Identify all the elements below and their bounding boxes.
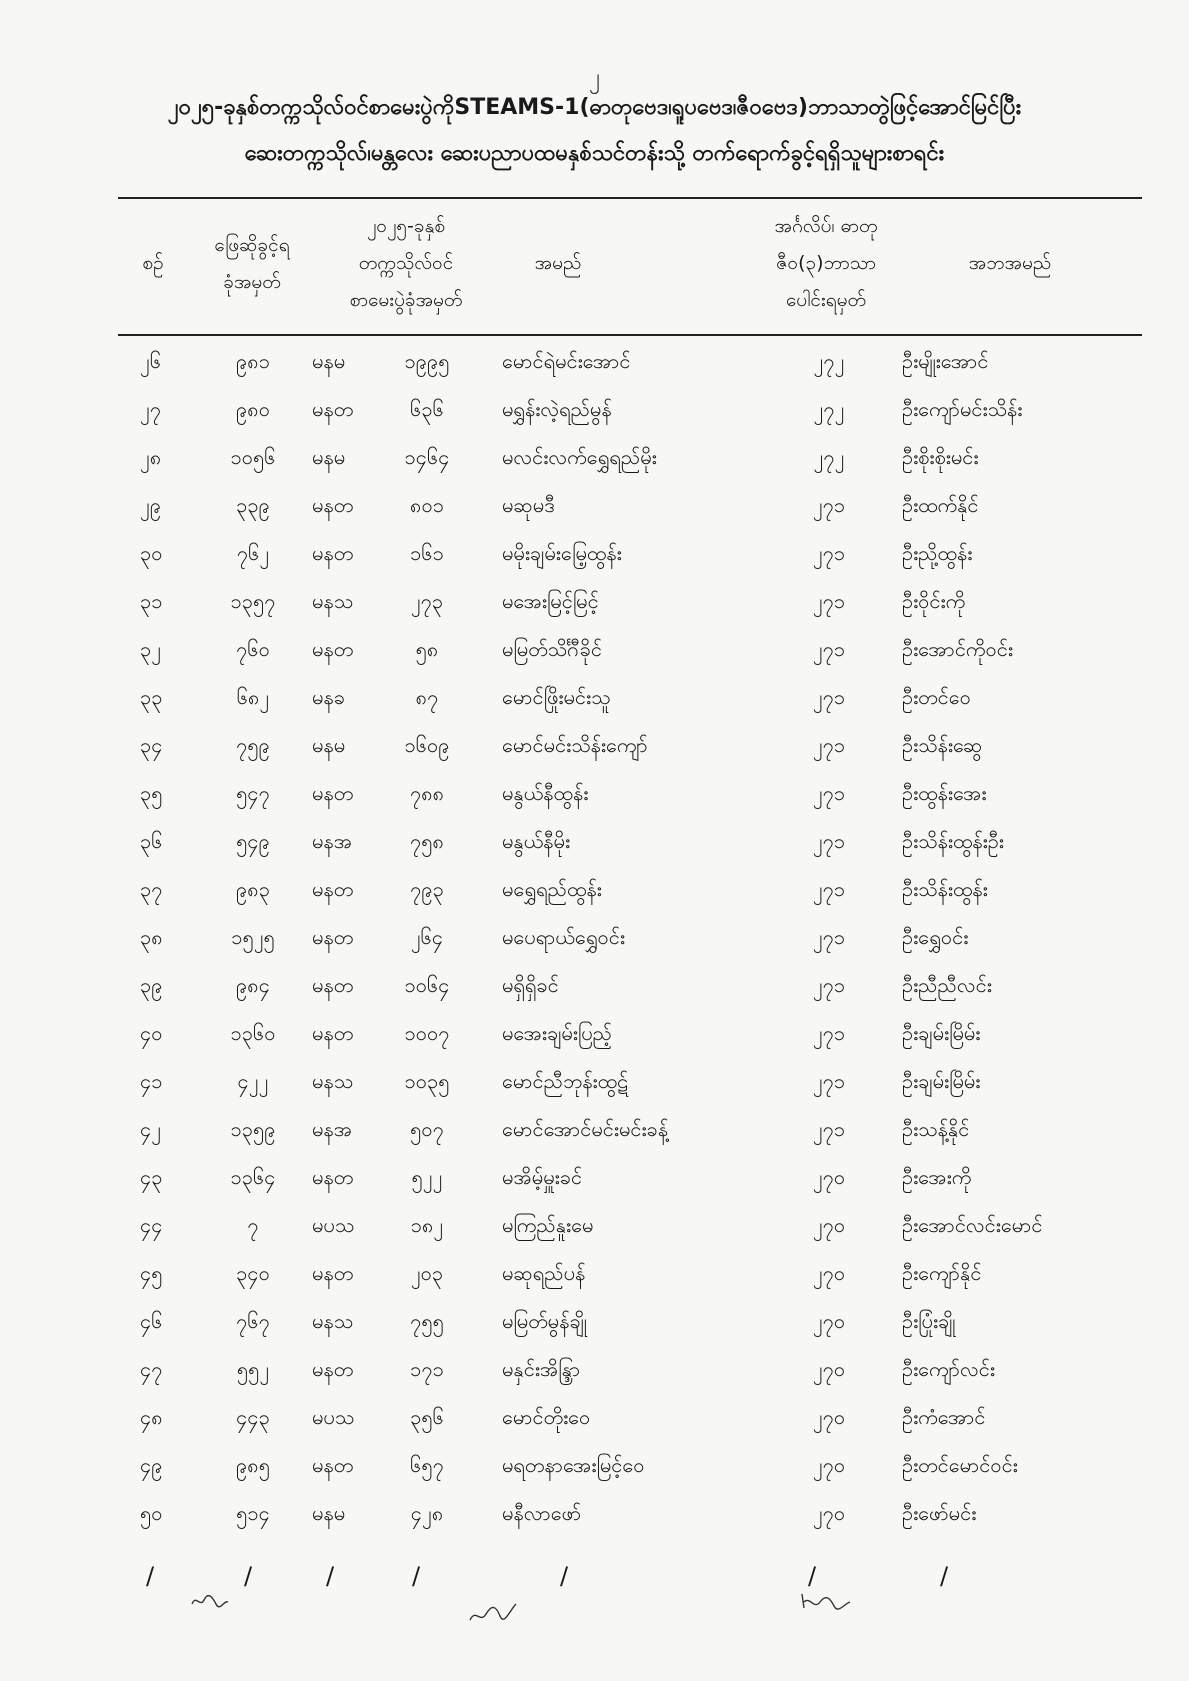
- father-name: ဦးအောင်ကိုဝင်း: [902, 637, 1013, 661]
- table-row: [0, 964, 1189, 1012]
- student-name: မအိမ့်မှူးခင်: [502, 1165, 583, 1189]
- exam-center-code: မနမ: [312, 1501, 346, 1525]
- exam-center-code: မနအ: [312, 1117, 353, 1141]
- exam-seat-number: ၁၄၆၄: [404, 445, 450, 469]
- father-name: ဦးတင်မောင်ဝင်း: [902, 1453, 1018, 1477]
- student-name: မနွယ်နီထွန်း: [502, 781, 589, 805]
- row-number: ၂၉: [140, 493, 162, 517]
- roll-number: ၁၀၅၆: [230, 445, 276, 469]
- footer-slash-marks: [0, 1562, 1189, 1602]
- row-number: ၃၆: [140, 829, 163, 853]
- exam-seat-number: ၇၉၃: [410, 877, 444, 901]
- exam-seat-number: ၇၅၅: [410, 1309, 444, 1333]
- roll-number: ၁၅၂၅: [231, 925, 275, 949]
- header-marks-line-2: ဇီဝ(၃)ဘာသာ: [776, 252, 876, 274]
- table-row: [0, 1252, 1189, 1300]
- student-name: မဆုရည်ပန်: [502, 1261, 586, 1285]
- row-number: ၄၄: [140, 1213, 163, 1237]
- table-row: [0, 1492, 1189, 1540]
- father-name: ဦးချမ်းမြိမ်း: [902, 1069, 981, 1093]
- footer-slash: /: [412, 1562, 421, 1590]
- exam-center-code: မနအ: [312, 829, 353, 853]
- row-number: ၅၀: [140, 1501, 163, 1525]
- table-row: [0, 1348, 1189, 1396]
- total-marks: ၂၇၁: [812, 1021, 846, 1045]
- table-row: [0, 868, 1189, 916]
- exam-center-code: မနမ: [312, 733, 346, 757]
- student-name: မလင်းလက်ရွှေရည်မိုး: [502, 445, 657, 469]
- student-name: မရှိရှိခင်: [502, 973, 559, 997]
- total-marks: ၂၇၀: [812, 1309, 846, 1333]
- row-number: ၃၅: [140, 781, 163, 805]
- row-number: ၄၉: [140, 1453, 163, 1477]
- father-name: ဦးအောင်လင်းမောင်: [902, 1213, 1043, 1237]
- row-number: ၃၉: [140, 973, 163, 997]
- student-name: မောင်ဖြိုးမင်းသူ: [502, 685, 611, 709]
- total-marks: ၂၇၁: [812, 541, 846, 565]
- exam-center-code: မနတ: [312, 637, 354, 661]
- header-name: အမည်: [534, 252, 582, 274]
- exam-seat-number: ၇၅၈: [410, 829, 444, 853]
- exam-center-code: မနတ: [312, 973, 354, 997]
- table-row: [0, 916, 1189, 964]
- total-marks: ၂၇၀: [812, 1501, 846, 1525]
- row-number: ၂၆: [140, 349, 162, 373]
- student-name: မောင်ညီဘုန်းထွဋ်: [502, 1069, 629, 1093]
- row-number: ၃၈: [140, 925, 163, 949]
- row-number: ၂၇: [140, 397, 162, 421]
- header-marks-line-3: ပေါင်းရမှတ်: [785, 289, 867, 311]
- exam-seat-number: ၁၀၀၇: [404, 1021, 450, 1045]
- document-title-line-2: ဆေးတက္ကသိုလ်၊မန္တလေး ဆေးပညာပထမနှစ်သင်တန်းသို့ တက်ရောက်ခွင့်ရရှိသူများစာရင်း: [244, 141, 945, 166]
- footer-slash: /: [146, 1562, 155, 1590]
- footer-slash: /: [244, 1562, 253, 1590]
- roll-number: ၆၈၂: [236, 685, 270, 709]
- header-exam-line-3: စာမေးပွဲခုံအမှတ်: [349, 289, 463, 311]
- exam-seat-number: ၂၆၄: [410, 925, 444, 949]
- exam-seat-number: ၈၇: [415, 685, 439, 709]
- row-number: ၄၀: [140, 1021, 163, 1045]
- father-name: ဦးကံအောင်: [902, 1405, 986, 1429]
- student-name: မမိုးချမ်းမြေ့ထွန်း: [502, 541, 622, 565]
- exam-seat-number: ၁၉၉၅: [404, 349, 450, 373]
- student-name: မဆုမဒီ: [502, 493, 555, 517]
- father-name: ဦးမျိုးအောင်: [902, 349, 989, 373]
- father-name: ဦးညီညီလင်း: [902, 973, 992, 997]
- student-name: မောင်အောင်မင်းမင်းခန့်: [502, 1117, 669, 1141]
- father-name: ဦးကျော်မင်းသိန်း: [902, 397, 1023, 421]
- table-row: [0, 772, 1189, 820]
- table-row: [0, 1012, 1189, 1060]
- total-marks: ၂၇၁: [812, 589, 846, 613]
- exam-center-code: မနသ: [312, 1309, 354, 1333]
- exam-seat-number: ၅၂၂: [411, 1165, 443, 1189]
- exam-center-code: မပသ: [312, 1405, 355, 1429]
- student-name: မောင်မင်းသိန်းကျော်: [502, 733, 648, 757]
- roll-number: ၇: [247, 1213, 259, 1237]
- row-number: ၄၁: [140, 1069, 163, 1093]
- total-marks: ၂၇၁: [812, 781, 846, 805]
- student-name: မအေးမြင့်မြင့်: [502, 589, 599, 613]
- exam-center-code: မနမ: [312, 445, 346, 469]
- total-marks: ၂၇၁: [812, 685, 846, 709]
- total-marks: ၂၇၀: [812, 1261, 846, 1285]
- exam-center-code: မနတ: [312, 1357, 354, 1381]
- table-row: [0, 484, 1189, 532]
- total-marks: ၂၇၁: [812, 877, 846, 901]
- father-name: ဦးသန့်နိုင်: [902, 1117, 970, 1141]
- father-name: ဦးသိန်းထွန်းဦး: [902, 829, 1004, 853]
- exam-seat-number: ၈၀၁: [410, 493, 444, 517]
- total-marks: ၂၇၁: [812, 829, 846, 853]
- student-name: မောင်တိုးဝေ: [502, 1405, 591, 1429]
- exam-seat-number: ၁၀၆၄: [404, 973, 450, 997]
- header-roll-line-2: ခုံအမှတ်: [223, 271, 281, 293]
- exam-center-code: မနခ: [312, 685, 346, 709]
- exam-center-code: မနသ: [312, 589, 354, 613]
- total-marks: ၂၇၁: [812, 1117, 846, 1141]
- total-marks: ၂၇၀: [812, 1357, 846, 1381]
- exam-center-code: မနတ: [312, 1165, 354, 1189]
- table-row: [0, 820, 1189, 868]
- row-number: ၃၄: [140, 733, 163, 757]
- table-row: [0, 580, 1189, 628]
- exam-seat-number: ၂၇၃: [410, 589, 444, 613]
- table-row: [0, 1396, 1189, 1444]
- exam-seat-number: ၃၅၆: [410, 1405, 444, 1429]
- table-top-rule: [118, 197, 1142, 199]
- row-number: ၄၇: [140, 1357, 163, 1381]
- exam-seat-number: ၂၀၃: [410, 1261, 444, 1285]
- student-name: မမြတ်မွန်ချို: [502, 1309, 587, 1333]
- exam-seat-number: ၅၈: [415, 637, 439, 661]
- father-name: ဦးထွန်းအေး: [902, 781, 987, 805]
- table-row: [0, 1060, 1189, 1108]
- page-number: ၂: [589, 65, 600, 90]
- student-name: မအေးချမ်းပြည့်: [502, 1021, 612, 1045]
- row-number: ၃၇: [140, 877, 163, 901]
- footer-slash: /: [560, 1562, 569, 1590]
- row-number: ၄၃: [140, 1165, 163, 1189]
- table-row: [0, 436, 1189, 484]
- exam-seat-number: ၅၀၇: [410, 1117, 444, 1141]
- exam-seat-number: ၆၃၆: [410, 397, 444, 421]
- total-marks: ၂၇၂: [813, 397, 845, 421]
- total-marks: ၂၇၁: [812, 637, 846, 661]
- footer-slash: /: [326, 1562, 335, 1590]
- table-row: [0, 628, 1189, 676]
- exam-center-code: မနတ: [312, 493, 354, 517]
- roll-number: ၅၄၇: [236, 781, 270, 805]
- exam-center-code: မနသ: [312, 1069, 354, 1093]
- roll-number: ၉၈၁: [236, 349, 270, 373]
- student-name: မရွှန်းလဲ့ရည်မွန်: [502, 397, 612, 421]
- total-marks: ၂၇၁: [812, 733, 846, 757]
- table-row: [0, 1300, 1189, 1348]
- roll-number: ၁၃၆၀: [230, 1021, 276, 1045]
- header-marks-line-1: အင်္ဂလိပ်၊ ဓာတု: [774, 215, 878, 237]
- table-row: [0, 1108, 1189, 1156]
- row-number: ၃၂: [140, 637, 162, 661]
- father-name: ဦးချမ်းမြိမ်း: [902, 1021, 981, 1045]
- roll-number: ၇၆၀: [236, 637, 270, 661]
- exam-center-code: မနတ: [312, 877, 354, 901]
- total-marks: ၂၇၁: [812, 973, 846, 997]
- total-marks: ၂၇၂: [813, 349, 845, 373]
- father-name: ဦးသိန်းဆွေ: [902, 733, 983, 757]
- total-marks: ၂၇၀: [812, 1453, 846, 1477]
- roll-number: ၅၄၉: [236, 829, 270, 853]
- header-exam-line-1: ၂၀၂၅-ခုနှစ်: [366, 215, 446, 237]
- exam-seat-number: ၄၂၈: [410, 1501, 444, 1525]
- exam-seat-number: ၁၆၀၉: [404, 733, 450, 757]
- table-row: [0, 340, 1189, 388]
- roll-number: ၉၈၄: [236, 973, 270, 997]
- roll-number: ၁၃၅၉: [230, 1117, 276, 1141]
- table-row: [0, 388, 1189, 436]
- signature-scribble-icon: [468, 1600, 518, 1626]
- roll-number: ၇၅၉: [236, 733, 270, 757]
- roll-number: ၇၆၇: [236, 1309, 270, 1333]
- row-number: ၄၂: [140, 1117, 162, 1141]
- exam-seat-number: ၁၆၁: [410, 541, 444, 565]
- roll-number: ၇၆၂: [236, 541, 270, 565]
- exam-seat-number: ၁၀၃၅: [404, 1069, 450, 1093]
- roll-number: ၄၂၂: [237, 1069, 269, 1093]
- student-name: မမြတ်သိင်္ဂီခိုင်: [502, 637, 602, 661]
- father-name: ဦးအေးကို: [902, 1165, 972, 1189]
- exam-seat-number: ၁၇၁: [410, 1357, 444, 1381]
- total-marks: ၂၇၀: [812, 1165, 846, 1189]
- student-name: မနွယ်နီမိုး: [502, 829, 571, 853]
- header-no: စဉ်: [142, 252, 164, 274]
- student-name: မရတနာအေးမြင့်ဝေ: [502, 1453, 645, 1477]
- table-row: [0, 1204, 1189, 1252]
- total-marks: ၂၇၁: [812, 925, 846, 949]
- father-name: ဦးစိုးစိုးမင်း: [902, 445, 979, 469]
- header-exam-line-2: တက္ကသိုလ်ဝင်: [358, 252, 454, 274]
- table-row: [0, 724, 1189, 772]
- father-name: ဦးဖော်မင်း: [902, 1501, 977, 1525]
- total-marks: ၂၇၁: [812, 1069, 846, 1093]
- roll-number: ၅၅၂: [236, 1357, 270, 1381]
- student-name: မနီလာဖော်: [502, 1501, 582, 1525]
- total-marks: ၂၇၁: [812, 493, 846, 517]
- exam-seat-number: ၆၅၇: [410, 1453, 444, 1477]
- roll-number: ၁၃၅၇: [230, 589, 276, 613]
- father-name: ဦးရွှေဝင်း: [902, 925, 969, 949]
- footer-slash: /: [808, 1562, 817, 1590]
- table-row: [0, 676, 1189, 724]
- total-marks: ၂၇၂: [813, 445, 845, 469]
- exam-center-code: မနတ: [312, 1021, 354, 1045]
- exam-seat-number: ၇၈၈: [409, 781, 445, 805]
- roll-number: ၉၈၃: [236, 877, 270, 901]
- student-name: မောင်ရဲမင်းအောင်: [502, 349, 631, 373]
- table-row: [0, 532, 1189, 580]
- row-number: ၄၅: [140, 1261, 163, 1285]
- total-marks: ၂၇၀: [812, 1213, 846, 1237]
- row-number: ၃၁: [140, 589, 163, 613]
- table-row: [0, 1444, 1189, 1492]
- student-name: မကြည်နူးမေ: [502, 1213, 594, 1237]
- father-name: ဦးဝိုင်းကို: [902, 589, 966, 613]
- father-name: ဦးသိန်းထွန်း: [902, 877, 988, 901]
- exam-center-code: မနတ: [312, 541, 354, 565]
- exam-center-code: မနတ: [312, 397, 354, 421]
- header-roll-line-1: ဖြေဆိုခွင့်ရ: [214, 234, 290, 256]
- student-name: မပေရာယ်ရွှေဝင်း: [502, 925, 625, 949]
- exam-center-code: မနတ: [312, 781, 354, 805]
- header-father-name: အဘအမည်: [968, 252, 1052, 274]
- student-name: မနှင်းအိန္ဒြာ: [502, 1357, 581, 1381]
- father-name: ဦးထက်နိုင်: [902, 493, 979, 517]
- father-name: ဦးကျော်နိုင်: [902, 1261, 982, 1285]
- father-name: ဦးကျော်လင်း: [902, 1357, 995, 1381]
- father-name: ဦးပြုံးချို: [902, 1309, 956, 1333]
- document-title-line-1: ၂၀၂၅-ခုနှစ်တက္ကသိုလ်ဝင်စာမေးပွဲကိုSTEAMS-1(ဓာတုဗေဒ၊ရူပဗေဒ၊ဇီဝဗေဒ)ဘာသာတွဲဖြင့်အောင်မြင်ပြီး: [167, 95, 1022, 120]
- footer-slash: /: [940, 1562, 949, 1590]
- row-number: ၂၈: [140, 445, 162, 469]
- exam-center-code: မနတ: [312, 925, 354, 949]
- row-number: ၄၈: [140, 1405, 163, 1429]
- roll-number: ၅၁၄: [236, 1501, 270, 1525]
- roll-number: ၃၄၀: [236, 1261, 270, 1285]
- table-header-rule: [118, 334, 1142, 336]
- exam-center-code: မနတ: [312, 1453, 354, 1477]
- row-number: ၃၃: [140, 685, 163, 709]
- signature-scribble-icon: [190, 1590, 230, 1610]
- signature-scribble-icon: [800, 1590, 852, 1612]
- exam-center-code: မနမ: [312, 349, 346, 373]
- roll-number: ၁၃၆၄: [230, 1165, 276, 1189]
- roll-number: ၄၄၃: [236, 1405, 270, 1429]
- exam-center-code: မနတ: [312, 1261, 354, 1285]
- exam-seat-number: ၁၈၂: [410, 1213, 444, 1237]
- row-number: ၄၆: [140, 1309, 163, 1333]
- table-row: [0, 1156, 1189, 1204]
- exam-center-code: မပသ: [312, 1213, 355, 1237]
- row-number: ၃၀: [140, 541, 163, 565]
- father-name: ဦးညို့ထွန်း: [902, 541, 973, 565]
- father-name: ဦးတင်ဝေ: [902, 685, 971, 709]
- roll-number: ၉၈၅: [236, 1453, 270, 1477]
- total-marks: ၂၇၀: [812, 1405, 846, 1429]
- roll-number: ၉၈၀: [236, 397, 270, 421]
- student-name: မရွှေရည်ထွန်း: [502, 877, 602, 901]
- roll-number: ၃၃၉: [236, 493, 270, 517]
